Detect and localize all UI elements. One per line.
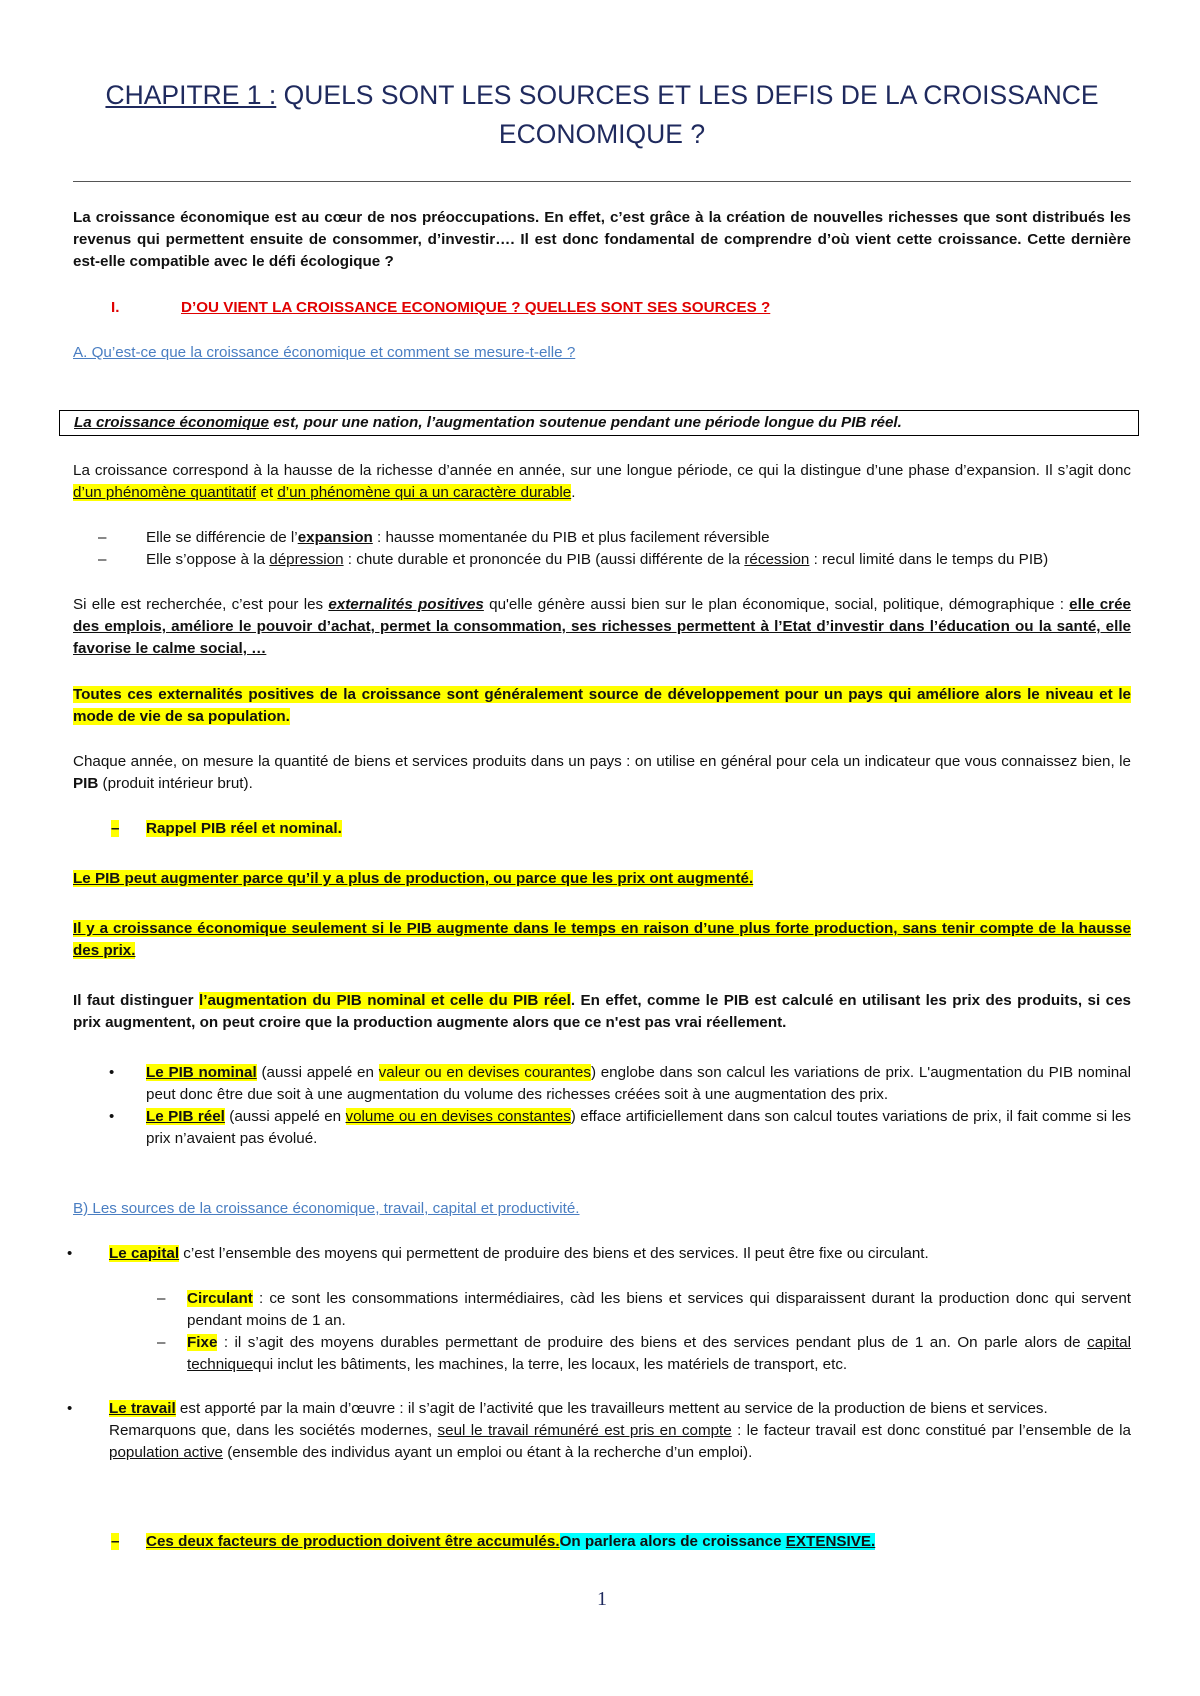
capital-text: c’est l’ensemble des moyens qui permettent de produire des biens et des services. Il peut être fixe ou circulant.	[179, 1245, 929, 1262]
bullet-marker: •	[109, 1064, 115, 1081]
para6-highlight: Il y a croissance économique seulement si le PIB augmente dans le temps en raison d’une plus forte production, sans tenir compte de la hausse des prix.	[73, 920, 1131, 959]
last-cyan: On parlera alors de croissance	[559, 1533, 786, 1550]
dash1-rest: : hausse momentanée du PIB et plus facilement réversible	[372, 529, 770, 546]
bullet1-highlight: valeur ou en devises courantes	[378, 1064, 591, 1081]
travail-term: Le travail	[109, 1400, 176, 1417]
para1-highlight-2: d’un phénomène qui a un caractère durable	[277, 484, 572, 501]
dash1-term: expansion	[297, 529, 373, 546]
para1-and: et	[256, 484, 278, 501]
last-extensive: EXTENSIVE.	[785, 1533, 876, 1550]
chapter-title	[73, 76, 1131, 154]
paragraph-pib-augmente	[73, 868, 1131, 890]
paragraph-externalites	[73, 594, 1131, 660]
para2-term: externalités positives	[328, 596, 484, 613]
fixe-rest: qui inclut les bâtiments, les machines, la terre, les locaux, les matériels de transport, etc.	[252, 1356, 848, 1373]
bullet2-text: (aussi appelé en	[224, 1108, 346, 1125]
dash-item-circulant	[187, 1288, 1131, 1332]
fixe-underlined: capital technique	[187, 1334, 1131, 1373]
travail-underlined: seul le travail rémunéré est pris en compte	[437, 1422, 732, 1439]
final-item	[146, 1531, 1131, 1553]
para4-pib: PIB	[73, 775, 99, 792]
bullet2-term: Le PIB réel	[146, 1108, 225, 1125]
paragraph-distinguer	[73, 990, 1131, 1034]
subsection-a-heading: A. Qu’est-ce que la croissance économique et comment se mesure-t-elle ?	[73, 344, 576, 361]
dash2-rest: : recul limité dans le temps du PIB)	[809, 551, 1049, 568]
paragraph-mesure	[73, 751, 1131, 795]
bullet-marker: •	[67, 1245, 73, 1262]
para3-highlight: Toutes ces externalités positives de la croissance sont généralement source de développement pour un pays qui améliore alors le niveau et le mode de vie de sa population.	[73, 686, 1131, 725]
bullet1-rest: ) englobe dans son calcul les variations de prix. L'augmentation du PIB nominal peut donc être due soit à une augmentation du volume des richesses créées soit à une augmentation des prix.	[146, 1064, 1131, 1103]
dash-item-depression	[146, 549, 1131, 571]
para1-end: .	[571, 484, 576, 501]
bullet-marker: •	[67, 1400, 73, 1417]
bullet-pib-nominal	[146, 1062, 1131, 1106]
travail-population-active: population active	[109, 1444, 223, 1461]
paragraph-croissance	[73, 460, 1131, 504]
travail-remark: Remarquons que, dans les sociétés modernes,	[109, 1422, 438, 1439]
para7-rest: . En effet, comme le PIB est calculé en utilisant les prix des produits, si ces prix augmentent, on peut croire que la production augmente alors que ce n'est pas vrai réellement.	[73, 992, 1131, 1031]
definition-box	[59, 410, 1139, 436]
dash-glyph: –	[111, 820, 120, 837]
dash2-term-2: récession	[744, 551, 810, 568]
section-1-number: I.	[111, 299, 120, 316]
bullet2-rest: ) efface artificiellement dans son calcul toutes variations de prix, il fait comme si les prix n’avaient pas évolué.	[146, 1108, 1131, 1147]
para1-highlight-1: d’un phénomène quantitatif	[73, 484, 257, 501]
bullet1-text: (aussi appelé en	[256, 1064, 379, 1081]
para2-list: elle crée des emplois, améliore le pouvoir d’achat, permet la consommation, ses richesses permettent à l’Etat d’investir dans l’éducation ou la santé, elle favorise le calme social, …	[73, 596, 1131, 657]
rappel-item	[146, 818, 1131, 840]
dash-marker	[111, 1531, 119, 1553]
dash-marker: –	[157, 1334, 166, 1351]
capital-term: Le capital	[109, 1245, 180, 1262]
intro-paragraph: La croissance économique est au cœur de nos préoccupations. En effet, c’est grâce à la création de nouvelles richesses que sont distribués les revenus qui permettent ensuite de consommer, d’investir…. Il est donc fondamental de comprendre d’où vient cette croissance. Cette dernière est-elle compatible avec le défi écologique ?	[73, 209, 1131, 270]
dash-marker	[111, 818, 119, 840]
bullet-marker: •	[109, 1108, 115, 1125]
dash-marker: –	[157, 1290, 166, 1307]
dash-item-fixe	[187, 1332, 1131, 1376]
dash2-term: dépression	[269, 551, 344, 568]
para2-mid: qu'elle génère aussi bien sur le plan économique, social, politique, démographique :	[483, 596, 1070, 613]
bullet2-highlight: volume ou en devises constantes	[345, 1108, 571, 1125]
last-highlight: Ces deux facteurs de production doivent être accumulés.	[146, 1533, 560, 1550]
para7-highlight: l’augmentation du PIB nominal et celle du PIB réel	[199, 992, 571, 1009]
paragraph-developpement	[73, 684, 1131, 728]
travail-text: est apporté par la main d’œuvre : il s’agit de l’activité que les travailleurs mettent au service de la production de biens et services.	[175, 1400, 1048, 1417]
para4-text: Chaque année, on mesure la quantité de biens et services produits dans un pays : on utilise en général pour cela un indicateur que vous connaissez bien, le	[73, 753, 1131, 770]
definition-text: est, pour une nation, l’augmentation soutenue pendant une période longue du PIB réel.	[268, 414, 902, 431]
fixe-term: Fixe	[187, 1334, 218, 1351]
para1-text: La croissance correspond à la hausse de la richesse d’année en année, sur une longue période, ce qui la distingue d’une phase d’expansion. Il s’agit donc	[73, 462, 1131, 479]
rappel-highlight: Rappel PIB réel et nominal.	[146, 820, 342, 837]
definition-term: La croissance économique	[74, 414, 269, 431]
dash-item-expansion	[146, 527, 1131, 549]
chapter-title-prefix: CHAPITRE 1 :	[105, 80, 277, 110]
subsection-b-heading: B) Les sources de la croissance économique, travail, capital et productivité.	[73, 1200, 580, 1217]
para2-text: Si elle est recherchée, c’est pour les	[73, 596, 329, 613]
bullet-capital	[109, 1243, 1131, 1265]
section-1-title: D’OU VIENT LA CROISSANCE ECONOMIQUE ? QUELLES SONT SES SOURCES ?	[181, 299, 771, 316]
circulant-term: Circulant	[187, 1290, 253, 1307]
dash2-text: Elle s’oppose à la	[146, 551, 270, 568]
dash-glyph: –	[111, 1533, 120, 1550]
travail-mid: : le facteur travail est donc constitué par l’ensemble de la	[731, 1422, 1131, 1439]
dash1-text: Elle se différencie de l’	[146, 529, 298, 546]
para4-end: (produit intérieur brut).	[98, 775, 253, 792]
dash-marker: –	[98, 551, 107, 568]
para7-text: Il faut distinguer	[73, 992, 200, 1009]
dash-marker: –	[98, 529, 107, 546]
title-rule	[73, 181, 1131, 182]
circulant-text: : ce sont les consommations intermédiaires, càd les biens et services qui disparaissent durant la production donc qui servent pendant moins de 1 an.	[187, 1290, 1131, 1329]
page-number: 1	[597, 1588, 607, 1610]
dash2-mid: : chute durable et prononcée du PIB (aussi différente de la	[343, 551, 745, 568]
bullet1-term: Le PIB nominal	[146, 1064, 257, 1081]
travail-end: (ensemble des individus ayant un emploi ou étant à la recherche d’un emploi).	[223, 1444, 753, 1461]
bullet-pib-reel	[146, 1106, 1131, 1150]
paragraph-croissance-seulement	[73, 918, 1131, 962]
chapter-title-text: QUELS SONT LES SOURCES ET LES DEFIS DE LA CROISSANCE ECONOMIQUE ?	[276, 80, 1099, 149]
bullet-travail	[109, 1398, 1131, 1464]
para5-highlight: Le PIB peut augmenter parce qu’il y a plus de production, ou parce que les prix ont augmenté.	[73, 870, 754, 887]
fixe-text: : il s’agit des moyens durables permettant de produire des biens et des services pendant plus de 1 an. On parle alors de	[217, 1334, 1088, 1351]
